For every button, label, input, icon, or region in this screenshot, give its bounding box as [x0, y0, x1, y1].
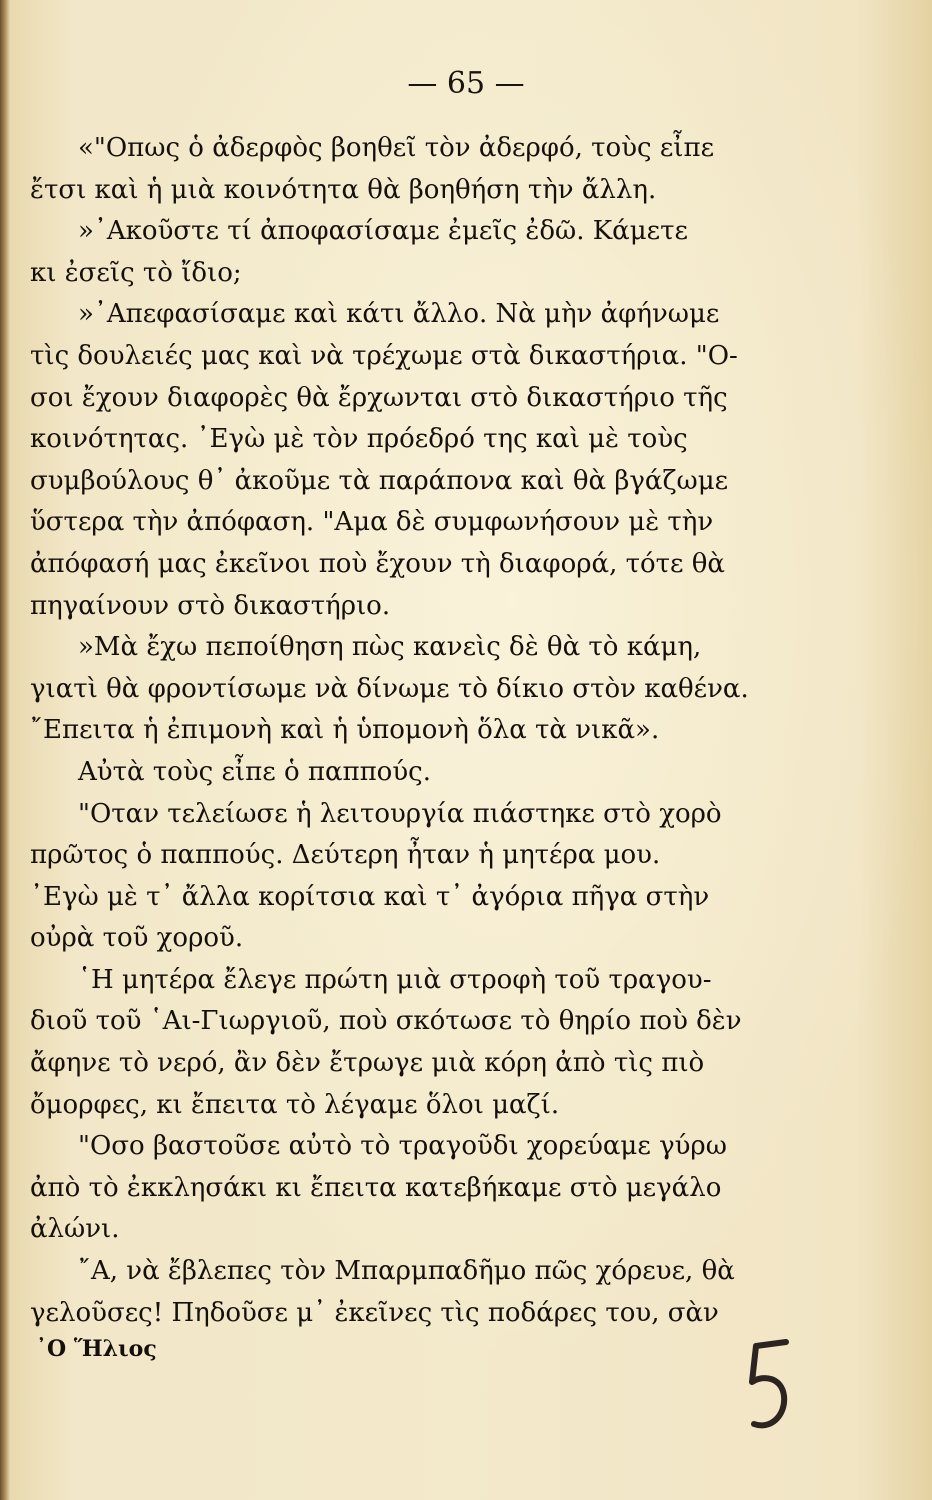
text-line: κι ἐσεῖς τὸ ἴδιο; [30, 257, 242, 288]
text-line: ῾Η μητέρα ἔλεγε πρώτη μιὰ στροφὴ τοῦ τραγου- [78, 964, 712, 995]
handwritten-signature-mark [738, 1330, 798, 1440]
text-line: γιατὶ θὰ φροντίσωμε νὰ δίνωμε τὸ δίκιο στὸν καθένα. [30, 673, 749, 704]
body-text [30, 128, 830, 1334]
text-line: πηγαίνουν στὸ δικαστήριο. [30, 590, 391, 621]
printer-signature: ᾿Ο Ἥλιος [36, 1336, 157, 1362]
text-line: ἔτσι καὶ ἡ μιὰ κοινότητα θὰ βοηθήση τὴν ἄλλη. [30, 174, 657, 205]
text-line: »᾿Ακοῦστε τί ἀποφασίσαμε ἐμεῖς ἐδῶ. Κάμετε [78, 216, 688, 247]
page-number: — 65 — [407, 66, 525, 101]
text-line: ᾿Εγὼ μὲ τ᾿ ἄλλα κορίτσια καὶ τ᾿ ἀγόρια πῆγα στὴν [30, 881, 710, 912]
text-line: Αὐτὰ τοὺς εἶπε ὁ παππούς. [78, 756, 431, 787]
text-line: «"Οπως ὁ ἀδερφὸς βοηθεῖ τὸν ἀδερφό, τοὺς εἶπε [78, 133, 715, 163]
text-line: οὐρὰ τοῦ χοροῦ. [30, 923, 244, 954]
text-line: κοινότητας. ᾿Εγὼ μὲ τὸν πρόεδρό της καὶ μὲ τοὺς [30, 424, 688, 455]
text-line: ῎Α, νὰ ἔβλεπες τὸν Μπαρμπαδῆμο πῶς χόρευε, θὰ [78, 1256, 735, 1287]
text-line: ἀπὸ τὸ ἐκκλησάκι κι ἔπειτα κατεβήκαμε στὸ μεγάλο [30, 1172, 722, 1203]
text-line: »᾿Απεφασίσαμε καὶ κάτι ἄλλο. Νὰ μὴν ἀφήνωμε [78, 299, 720, 330]
text-line: ἀπόφασή μας ἐκεῖνοι ποὺ ἔχουν τὴ διαφορά, τότε θὰ [30, 548, 725, 579]
text-line: "Οσο βαστοῦσε αὐτὸ τὸ τραγοῦδι χορεύαμε γύρω [78, 1131, 727, 1162]
text-line: διοῦ τοῦ ῾Αι-Γιωργιοῦ, ποὺ σκότωσε τὸ θηρίο ποὺ δὲν [30, 1006, 742, 1037]
text-line: γελοῦσες! Πηδοῦσε μ᾿ ἐκεῖνες τὶς ποδάρες του, σὰν [30, 1297, 719, 1328]
text-line: τὶς δουλειές μας καὶ νὰ τρέχωμε στὰ δικαστήρια. "Ο- [30, 340, 738, 371]
text-line: »Μὰ ἔχω πεποίθηση πὼς κανεὶς δὲ θὰ τὸ κάμη, [78, 632, 702, 663]
text-line: ὄμορφες, κι ἔπειτα τὸ λέγαμε ὅλοι μαζί. [30, 1089, 560, 1120]
text-line: ὕστερα τὴν ἀπόφαση. "Αμα δὲ συμφωνήσουν μὲ τὴν [30, 507, 714, 538]
text-line: ἄφηνε τὸ νερό, ἂν δὲν ἔτρωγε μιὰ κόρη ἀπὸ τὶς πιὸ [30, 1048, 705, 1079]
page-binding-edge [0, 0, 10, 1500]
text-line: σοι ἔχουν διαφορὲς θὰ ἔρχωνται στὸ δικαστήριο τῆς [30, 382, 728, 413]
text-line: συμβούλους θ᾿ ἀκοῦμε τὰ παράπονα καὶ θὰ βγάζωμε [30, 465, 729, 496]
text-line: ῎Επειτα ἡ ἐπιμονὴ καὶ ἡ ὑπομονὴ ὅλα τὰ νικᾶ». [30, 715, 660, 746]
text-line: "Οταν τελείωσε ἡ λειτουργία πιάστηκε στὸ χορὸ [78, 798, 722, 829]
text-line: πρῶτος ὁ παππούς. Δεύτερη ἦταν ἡ μητέρα μου. [30, 840, 661, 871]
text-line: ἀλώνι. [30, 1214, 120, 1245]
